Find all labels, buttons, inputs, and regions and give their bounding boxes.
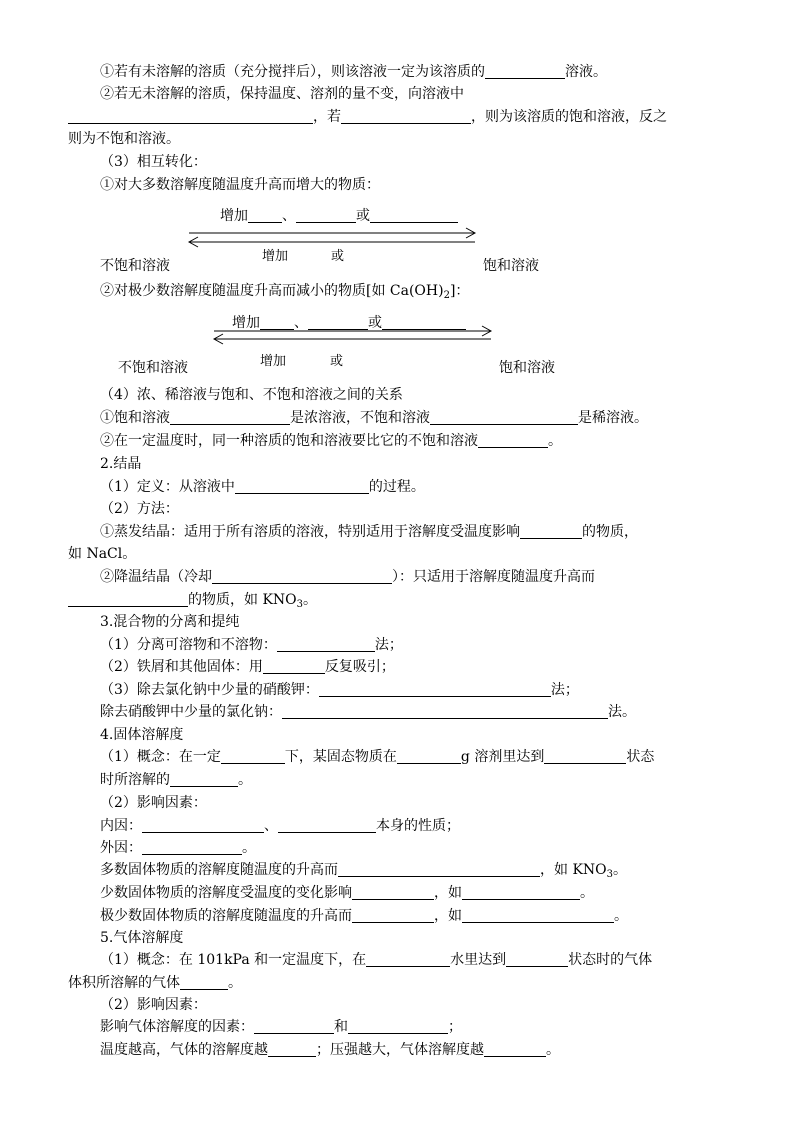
blank[interactable]: [370, 207, 458, 223]
text: 影响气体溶解度的因素：: [100, 1019, 254, 1035]
heading-factors: [100, 792, 728, 814]
text: ）：只适用于溶解度随温度升高而: [392, 569, 595, 585]
text: （2）影响因素：: [100, 997, 207, 1013]
text: （3）相互转化：: [100, 154, 207, 170]
blank[interactable]: [260, 314, 294, 330]
blank[interactable]: [308, 314, 368, 330]
line-very-few-solids: [100, 905, 728, 927]
text: ；: [448, 1019, 462, 1035]
text: 内因：: [100, 818, 142, 834]
blank[interactable]: [478, 432, 548, 448]
line-no-unsolved: [100, 83, 728, 105]
text: 如 NaCl。: [68, 546, 137, 562]
text: 、: [294, 315, 308, 331]
text: 水里达到: [450, 952, 507, 968]
diagram1-bottom-add: 增加: [262, 249, 289, 264]
blank[interactable]: [142, 817, 264, 833]
text: （1）分离可溶物和不溶物：: [100, 637, 277, 653]
text: 3.混合物的分离和提纯: [100, 614, 240, 630]
text: 。: [580, 885, 594, 901]
text: 本身的性质；: [376, 818, 460, 834]
line-solubility-concept: [100, 746, 728, 768]
text: 下，某固态物质在: [284, 749, 397, 765]
text: ②在一定温度时，同一种溶质的饱和溶液要比它的不饱和溶液: [100, 433, 478, 449]
line-unsolved-solute: [100, 61, 728, 83]
text: 。: [546, 1042, 560, 1058]
blank[interactable]: [68, 108, 313, 124]
text: ②对极少数溶解度随温度升高而减小的物质[如 Ca(OH): [100, 283, 444, 299]
blank[interactable]: [462, 907, 614, 923]
text: 是浓溶液，不饱和溶液: [290, 410, 430, 426]
blank[interactable]: [485, 63, 565, 79]
text: 、: [282, 208, 296, 224]
blank[interactable]: [484, 1041, 546, 1057]
text: ①蒸发结晶：适用于所有溶质的溶液，特别适用于溶解度受温度影响: [100, 524, 520, 540]
blank[interactable]: [268, 1041, 316, 1057]
blank[interactable]: [277, 636, 375, 652]
line-definition: [100, 476, 728, 498]
heading-solid-solubility: [100, 724, 728, 746]
line-minority-substances: [100, 280, 728, 307]
text: 时所溶解的: [100, 772, 170, 788]
text: 、: [264, 818, 278, 834]
text: ]：: [449, 283, 470, 299]
blank[interactable]: [170, 771, 238, 787]
text: （2）影响因素：: [100, 795, 207, 811]
blank[interactable]: [180, 974, 228, 990]
blank[interactable]: [221, 748, 285, 764]
text: ；压强越大，气体溶解度越: [316, 1042, 484, 1058]
diagram2-top-label: [232, 314, 466, 332]
text: 5.气体溶解度: [100, 930, 184, 946]
text: （1）概念：在一定: [100, 749, 221, 765]
blank[interactable]: [366, 951, 450, 967]
blank[interactable]: [278, 817, 376, 833]
heading-concentration-relation: [100, 384, 728, 406]
blank[interactable]: [382, 314, 466, 330]
diagram1-arrows: [189, 228, 475, 247]
text: 增加: [220, 208, 248, 224]
text: 极少数固体物质的溶解度随温度的升高而: [100, 908, 352, 924]
line-methods: [100, 498, 728, 520]
line-remove-kno3: [100, 679, 728, 701]
text: 反复吸引；: [324, 659, 395, 675]
line-saturation-test: [68, 106, 696, 128]
text: 的过程。: [368, 479, 425, 495]
diagram2-forward-arrowhead: [482, 326, 491, 336]
diagram1-reverse-arrowhead: [189, 237, 198, 247]
heading-gas-factors: [100, 994, 728, 1016]
blank[interactable]: [296, 207, 356, 223]
text: ②降温结晶（冷却: [100, 569, 212, 585]
line-iron-filings: [100, 656, 728, 678]
diagram1-bottom-or: 或: [331, 249, 345, 264]
blank[interactable]: [254, 1018, 334, 1034]
text: 。: [303, 592, 318, 608]
line-internal-factors: [100, 815, 728, 837]
blank[interactable]: [248, 207, 282, 223]
line-evaporation: [100, 521, 728, 543]
text: （3）除去氯化钠中少量的硝酸钾：: [100, 682, 319, 698]
blank[interactable]: [397, 748, 461, 764]
diagram1-top-label: [220, 207, 458, 225]
text: 法；: [550, 682, 579, 698]
heading-conversion: [100, 151, 728, 173]
line-soluble-insoluble: [100, 634, 728, 656]
heading-gas-solubility: [100, 927, 728, 949]
diagram2-bottom-or: 或: [330, 354, 344, 369]
text: ，如: [434, 885, 462, 901]
text: 2.结晶: [100, 456, 142, 472]
blank[interactable]: [462, 884, 580, 900]
text: ，如 KNO: [540, 862, 607, 878]
subscript: 2: [443, 290, 450, 301]
blank[interactable]: [348, 1018, 448, 1034]
line-nacl-example: [68, 543, 696, 565]
text: 增加: [232, 315, 260, 331]
diagram1-right-saturated: 饱和溶液: [483, 258, 539, 274]
text: 温度越高，气体的溶解度越: [100, 1042, 268, 1058]
blank[interactable]: [170, 409, 290, 425]
text: （1）概念：在 101kPa 和一定温度下，在: [100, 952, 367, 968]
text: 。: [228, 975, 242, 991]
blank[interactable]: [263, 658, 325, 674]
text: （2）铁屑和其他固体：用: [100, 659, 263, 675]
blank[interactable]: [520, 523, 582, 539]
text: 外因：: [100, 840, 142, 856]
blank[interactable]: [430, 409, 578, 425]
text: 和: [334, 1019, 348, 1035]
text: ，如: [434, 908, 462, 924]
text: （1）定义：从溶液中: [100, 479, 235, 495]
heading-separation: [100, 611, 728, 633]
diagram2-right-saturated: 饱和溶液: [499, 360, 555, 376]
text: （2）方法：: [100, 501, 179, 517]
text: 。: [242, 840, 256, 856]
text: 或: [368, 315, 382, 331]
line-gas-concept: [100, 949, 728, 971]
subscript: 3: [296, 599, 304, 610]
line-gas-trends: [100, 1039, 728, 1061]
blank[interactable]: [235, 478, 369, 494]
line-saturated-concentrated: [100, 407, 728, 429]
text: ，则为该溶质的饱和溶液，反之: [471, 109, 667, 125]
line-gas-volume: [68, 972, 696, 994]
text: 体积所溶解的气体: [68, 975, 180, 991]
text: 法；: [374, 637, 403, 653]
text: 少数固体物质的溶解度受温度的变化影响: [100, 885, 352, 901]
text: ①饱和溶液: [100, 410, 170, 426]
heading-crystallization: [100, 453, 728, 475]
line-else-unsaturated: [68, 128, 696, 150]
line-few-solids: [100, 882, 728, 904]
blank[interactable]: [544, 748, 626, 764]
blank[interactable]: [282, 703, 608, 719]
blank[interactable]: [338, 861, 540, 877]
blank[interactable]: [212, 568, 392, 584]
diagram2-reverse-arrowhead: [214, 334, 223, 344]
line-dissolved-amount: [100, 769, 728, 791]
text: 是稀溶液。: [578, 410, 648, 426]
text: ①对大多数溶解度随温度升高而增大的物质：: [100, 177, 380, 193]
blank[interactable]: [352, 907, 434, 923]
text: 多数固体物质的溶解度随温度的升高而: [100, 862, 338, 878]
text: g 溶剂里达到: [460, 749, 545, 765]
text: 。: [613, 862, 628, 878]
text: 或: [356, 208, 370, 224]
blank[interactable]: [319, 681, 551, 697]
line-same-temperature: [100, 430, 728, 452]
text: 4.固体溶解度: [100, 727, 184, 743]
text: 的物质，如 KNO: [188, 592, 297, 608]
blank[interactable]: [68, 591, 188, 607]
text: ①若有未溶解的溶质（充分搅拌后），则该溶液一定为该溶质的: [100, 64, 485, 80]
text: ②若无未溶解的溶质，保持温度、溶剂的量不变，向溶液中: [100, 86, 464, 102]
text: （4）浓、稀溶液与饱和、不饱和溶液之间的关系: [100, 387, 403, 403]
text: 。: [614, 908, 628, 924]
line-majority-substances: [100, 174, 728, 196]
text: 除去硝酸钾中少量的氯化钠：: [100, 704, 282, 720]
line-external-factors: [100, 837, 728, 859]
text: 则为不饱和溶液。: [68, 131, 180, 147]
text: 溶液。: [565, 64, 607, 80]
text: 法。: [608, 704, 636, 720]
text: 。: [548, 433, 562, 449]
text: 状态: [626, 749, 655, 765]
blank[interactable]: [142, 839, 242, 855]
subscript: 3: [606, 869, 614, 880]
text: ，若: [313, 109, 341, 125]
text: 。: [238, 772, 252, 788]
text: 状态时的气体: [568, 952, 653, 968]
blank[interactable]: [352, 884, 434, 900]
diagram1-forward-arrowhead: [466, 228, 475, 238]
blank[interactable]: [341, 108, 471, 124]
diagram2-bottom-add: 增加: [260, 354, 287, 369]
line-cooling: [100, 566, 728, 588]
diagram2-left-unsaturated: 不饱和溶液: [118, 360, 188, 376]
line-remove-nacl: [100, 701, 728, 723]
text: 的物质，: [582, 524, 638, 540]
blank[interactable]: [506, 951, 568, 967]
diagram1-left-unsaturated: 不饱和溶液: [100, 258, 170, 274]
line-gas-factor-list: [100, 1016, 728, 1038]
